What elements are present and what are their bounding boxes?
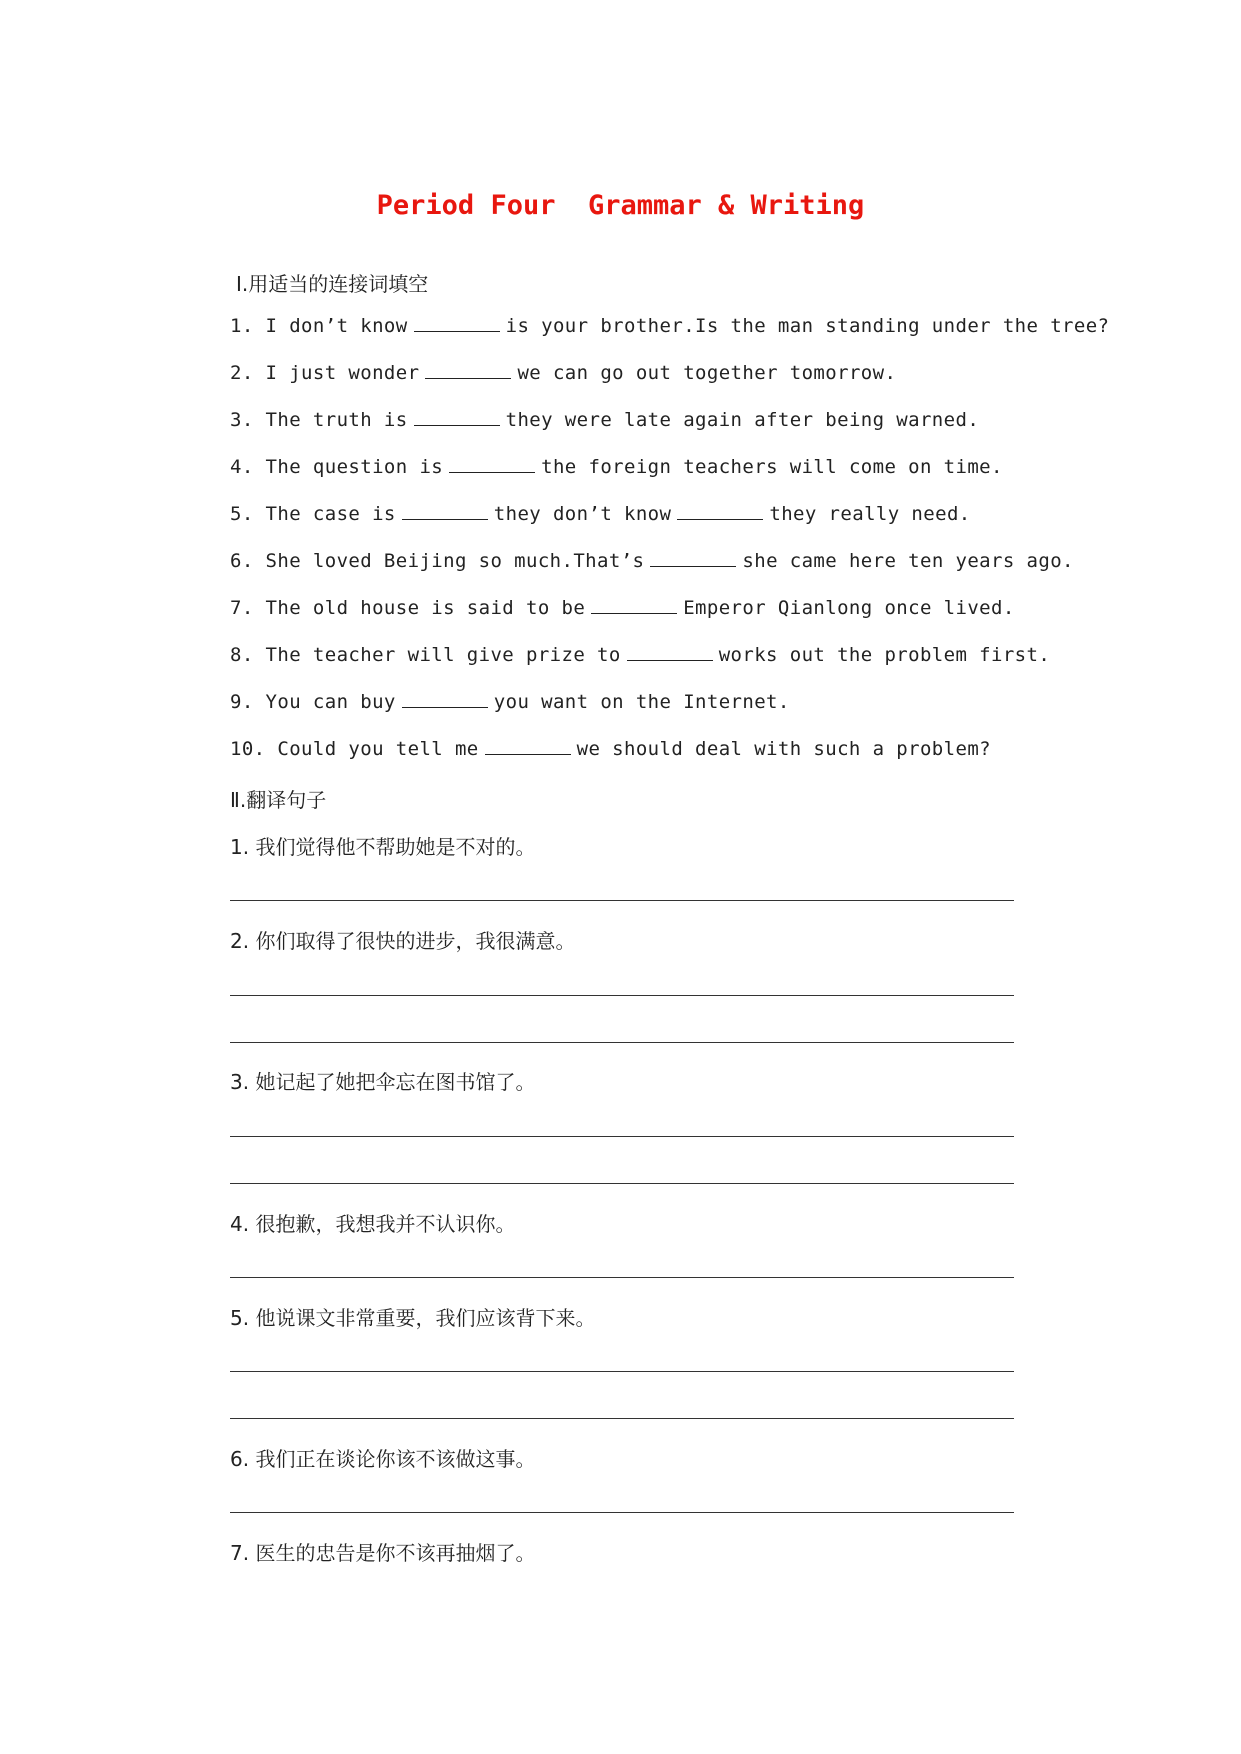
answer-line[interactable] [230, 1371, 1014, 1372]
answer-blank[interactable] [449, 456, 535, 473]
answer-blank[interactable] [402, 691, 488, 708]
item-text: you want on the Internet. [493, 691, 790, 713]
translate-item-6: 6. 我们正在谈论你该不该做这事。 [230, 1447, 536, 1471]
item-text: You can buy [265, 691, 396, 713]
fill-item [230, 738, 991, 760]
item-text: Could you tell me [277, 738, 479, 760]
answer-line[interactable] [230, 1277, 1014, 1278]
item-number: 7. [230, 597, 254, 619]
answer-blank[interactable] [414, 409, 500, 426]
answer-line[interactable] [230, 1512, 1014, 1513]
translate-item-4: 4. 很抱歉，我想我并不认识你。 [230, 1212, 516, 1236]
answer-line[interactable] [230, 1418, 1014, 1419]
item-text: she came here ten years ago. [742, 550, 1074, 572]
item-text: The old house is said to be [265, 597, 586, 619]
item-number: 4. [230, 456, 254, 478]
fill-item [230, 362, 896, 384]
fill-item [230, 550, 1074, 572]
item-text: is your brother.Is the man standing under the tree? [505, 315, 1110, 337]
fill-item [230, 691, 790, 713]
page-title: Period Four Grammar & Writing [376, 190, 865, 221]
answer-blank[interactable] [591, 597, 677, 614]
item-text: the foreign teachers will come on time. [541, 456, 1003, 478]
item-text: they really need. [769, 503, 971, 525]
answer-line[interactable] [230, 1136, 1014, 1137]
item-text: we should deal with such a problem? [576, 738, 992, 760]
answer-line[interactable] [230, 995, 1014, 996]
item-number: 1. [230, 315, 254, 337]
item-text: The case is [265, 503, 396, 525]
answer-blank[interactable] [485, 738, 571, 755]
answer-blank[interactable] [402, 503, 488, 520]
translate-item-1: 1. 我们觉得他不帮助她是不对的。 [230, 835, 536, 859]
item-number: 6. [230, 550, 254, 572]
translate-item-2: 2. 你们取得了很快的进步，我很满意。 [230, 929, 576, 953]
answer-blank[interactable] [414, 315, 500, 332]
item-text: Emperor Qianlong once lived. [683, 597, 1015, 619]
answer-blank[interactable] [627, 644, 713, 661]
fill-item [230, 315, 1109, 337]
item-text: works out the problem first. [718, 644, 1051, 666]
item-text: I don’t know [265, 315, 408, 337]
section-1-heading: Ⅰ.用适当的连接词填空 [236, 272, 429, 296]
translate-item-7: 7. 医生的忠告是你不该再抽烟了。 [230, 1541, 536, 1565]
answer-blank[interactable] [425, 362, 511, 379]
answer-blank[interactable] [650, 550, 736, 567]
item-number: 9. [230, 691, 254, 713]
item-text: She loved Beijing so much.That’s [265, 550, 645, 572]
fill-item [230, 456, 1003, 478]
translate-item-3: 3. 她记起了她把伞忘在图书馆了。 [230, 1070, 536, 1094]
item-number: 3. [230, 409, 254, 431]
answer-line[interactable] [230, 1042, 1014, 1043]
item-number: 8. [230, 644, 254, 666]
item-number: 2. [230, 362, 254, 384]
item-text: The question is [265, 456, 444, 478]
answer-blank[interactable] [677, 503, 763, 520]
answer-line[interactable] [230, 1183, 1014, 1184]
item-text: I just wonder [265, 362, 420, 384]
section-2-heading: Ⅱ.翻译句子 [230, 788, 327, 812]
item-text: they were late again after being warned. [505, 409, 980, 431]
item-text: they don’t know [493, 503, 672, 525]
item-text: The teacher will give prize to [265, 644, 621, 666]
fill-item [230, 503, 971, 525]
translate-item-5: 5. 他说课文非常重要，我们应该背下来。 [230, 1306, 596, 1330]
fill-item [230, 644, 1050, 666]
item-number: 10. [230, 738, 266, 760]
fill-item [230, 597, 1015, 619]
fill-item [230, 409, 979, 431]
answer-line[interactable] [230, 900, 1014, 901]
item-text: The truth is [265, 409, 408, 431]
item-text: we can go out together tomorrow. [517, 362, 897, 384]
item-number: 5. [230, 503, 254, 525]
